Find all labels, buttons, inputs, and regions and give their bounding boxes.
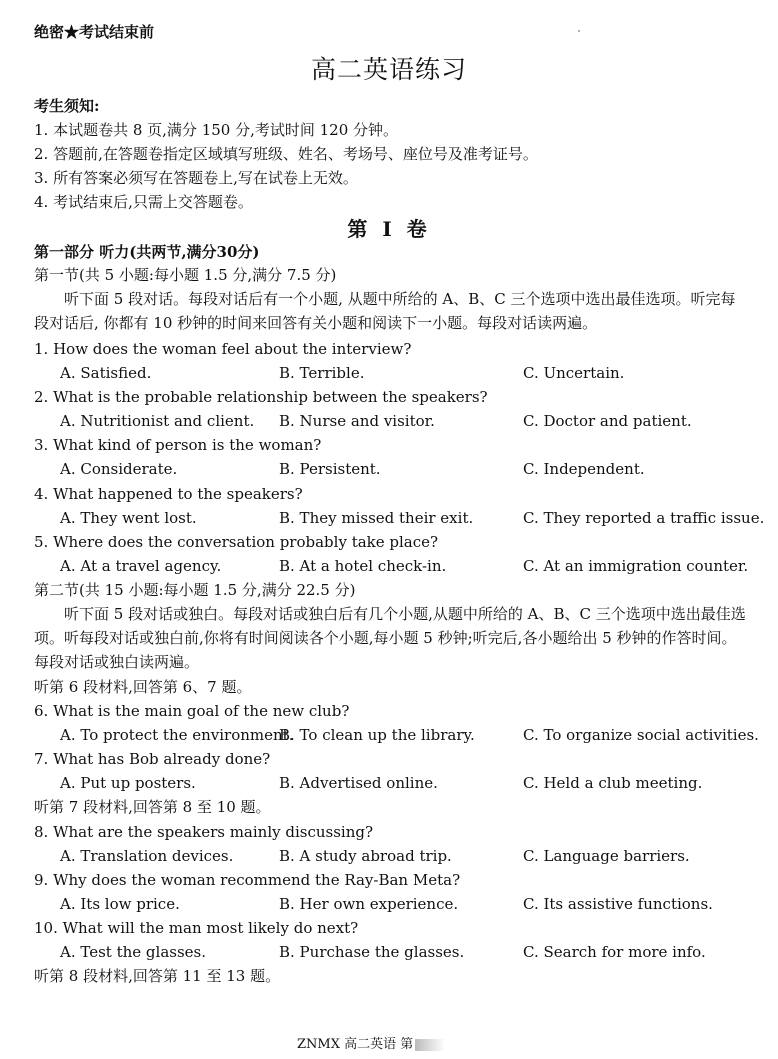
material-label: 听第 6 段材料,回答第 6、7 题。	[34, 678, 252, 696]
material-label: 听第 7 段材料,回答第 8 至 10 题。	[34, 798, 271, 816]
option-a: A. Satisfied.	[60, 364, 152, 382]
notice-item: 2. 答题前,在答题卷指定区域填写班级、姓名、考场号、座位号及准考证号。	[34, 145, 538, 163]
option-a: A. Test the glasses.	[60, 943, 206, 961]
option-c: C. Uncertain.	[523, 364, 625, 382]
part1-heading: 第一部分 听力(共两节,满分30分)	[34, 243, 260, 261]
option-c: C. Independent.	[523, 460, 645, 478]
option-c: C. Search for more info.	[523, 943, 706, 961]
option-b: B. Purchase the glasses.	[279, 943, 465, 961]
question-text: 4. What happened to the speakers?	[34, 485, 303, 503]
section1-heading: 第一节(共 5 小题:每小题 1.5 分,满分 7.5 分)	[34, 266, 337, 284]
option-a: A. To protect the environment.	[60, 726, 294, 744]
question-text: 8. What are the speakers mainly discussing?	[34, 823, 374, 841]
question-text: 2. What is the probable relationship between the speakers?	[34, 388, 488, 406]
notice-heading: 考生须知:	[34, 97, 100, 115]
volume-heading: 第 I 卷	[347, 217, 431, 241]
option-c: C. Doctor and patient.	[523, 412, 692, 430]
question-text: 7. What has Bob already done?	[34, 750, 271, 768]
option-a: A. At a travel agency.	[60, 557, 222, 575]
question-text: 6. What is the main goal of the new club?	[34, 702, 350, 720]
question-text: 10. What will the man most likely do next?	[34, 919, 359, 937]
option-b: B. Her own experience.	[279, 895, 459, 913]
option-b: B. To clean up the library.	[279, 726, 475, 744]
question-text: 3. What kind of person is the woman?	[34, 436, 322, 454]
option-a: A. Translation devices.	[60, 847, 234, 865]
footer-fade	[415, 1039, 445, 1051]
option-c: C. Its assistive functions.	[523, 895, 713, 913]
option-b: B. Nurse and visitor.	[279, 412, 435, 430]
notice-item: 3. 所有答案必须写在答题卷上,写在试卷上无效。	[34, 169, 358, 187]
notice-item: 1. 本试题卷共 8 页,满分 150 分,考试时间 120 分钟。	[34, 121, 399, 139]
section2-instructions: 听下面 5 段对话或独白。每段对话或独白后有几个小题,从题中所给的 A、B、C 三个选项中选出最佳选项。听每段对话或独白前,你将有时间阅读各个小题,每小题 5 秒钟;听完后,各小题给出 5 秒钟的作答时间。每段对话或独白读两遍。	[34, 605, 746, 671]
option-c: C. At an immigration counter.	[523, 557, 749, 575]
notice-item: 4. 考试结束后,只需上交答题卷。	[34, 193, 253, 211]
question-text: 5. Where does the conversation probably take place?	[34, 533, 439, 551]
option-c: C. Language barriers.	[523, 847, 690, 865]
option-a: A. They went lost.	[60, 509, 197, 527]
option-c: C. They reported a traffic issue.	[523, 509, 765, 527]
option-a: A. Considerate.	[60, 460, 178, 478]
material-label: 听第 8 段材料,回答第 11 至 13 题。	[34, 967, 281, 985]
footer-text: ZNMX 高二英语 第	[297, 1037, 414, 1052]
question-text: 1. How does the woman feel about the interview?	[34, 340, 412, 358]
section1-instructions: 听下面 5 段对话。每段对话后有一个小题, 从题中所给的 A、B、C 三个选项中选出最佳选项。听完每段对话后, 你都有 10 秒钟的时间来回答有关小题和阅读下一小题。每段对话读两遍。	[34, 290, 736, 332]
option-a: A. Nutritionist and client.	[60, 412, 255, 430]
page-title: 高二英语练习	[310, 55, 467, 84]
confidential-label: 绝密★考试结束前	[34, 23, 155, 41]
scan-speck	[578, 30, 580, 32]
page-footer	[297, 1036, 445, 1054]
question-text: 9. Why does the woman recommend the Ray-Ban Meta?	[34, 871, 461, 889]
option-b: B. A study abroad trip.	[279, 847, 452, 865]
option-c: C. Held a club meeting.	[523, 774, 703, 792]
option-b: B. Advertised online.	[279, 774, 438, 792]
option-b: B. Persistent.	[279, 460, 381, 478]
section2-heading: 第二节(共 15 小题:每小题 1.5 分,满分 22.5 分)	[34, 581, 356, 599]
option-a: A. Its low price.	[60, 895, 180, 913]
option-b: B. Terrible.	[279, 364, 365, 382]
option-a: A. Put up posters.	[60, 774, 196, 792]
option-b: B. They missed their exit.	[279, 509, 474, 527]
option-c: C. To organize social activities.	[523, 726, 759, 744]
option-b: B. At a hotel check-in.	[279, 557, 447, 575]
